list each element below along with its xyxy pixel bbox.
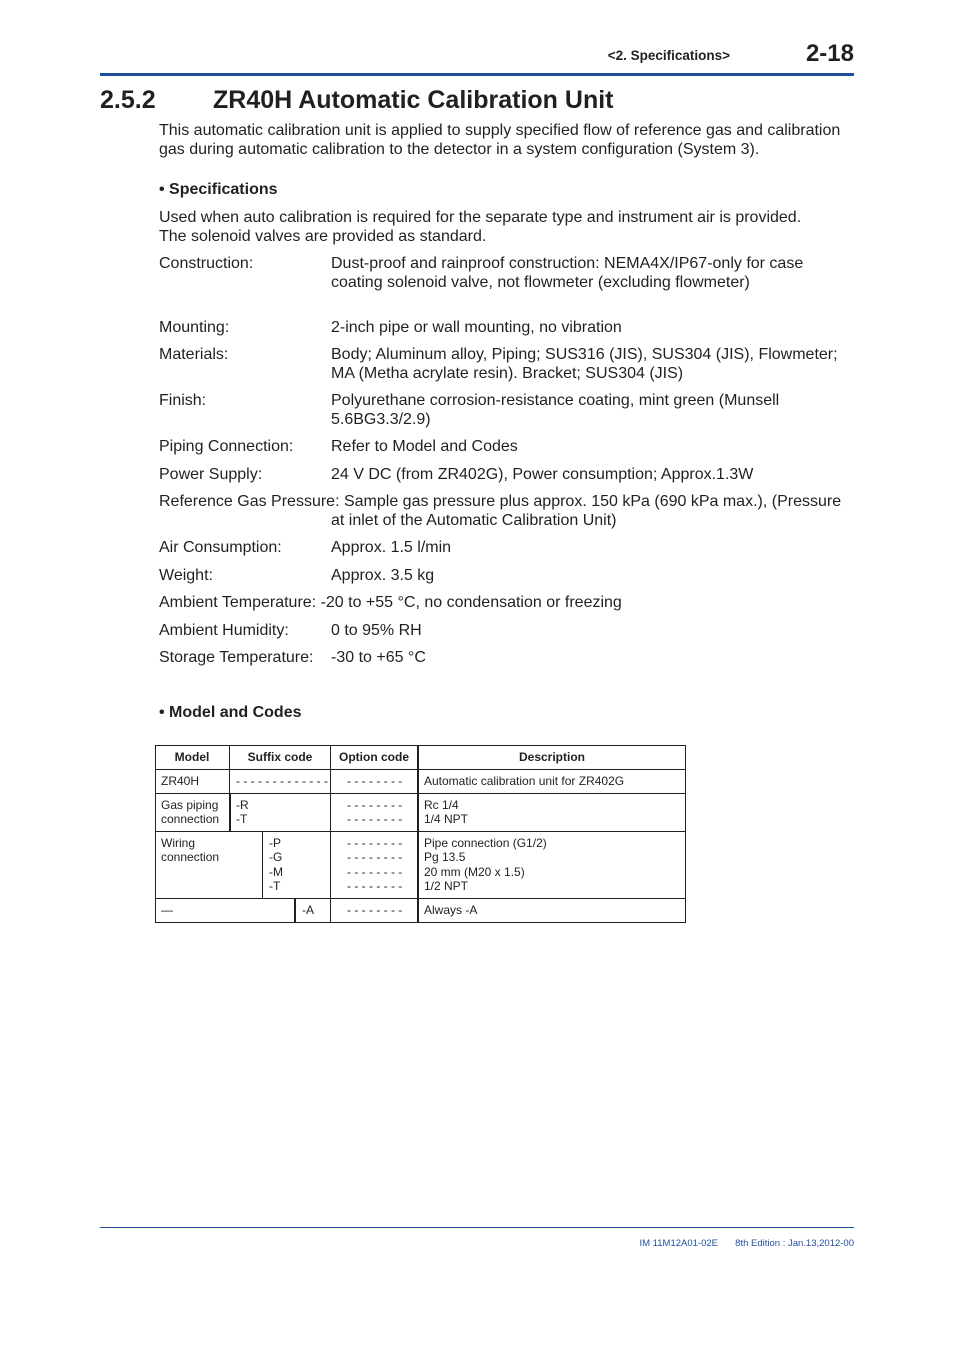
table-row-label: connection [161, 812, 220, 826]
spec-value-construction: Dust-proof and rainproof construction: NEMA4X/IP67-only for case coating solenoid valve, not flowmeter (excluding flowmeter) [331, 255, 804, 291]
table-cell-option: - - - - - - - - [347, 798, 403, 812]
table-row-label: Gas piping [161, 798, 219, 812]
table-cell-option: - - - - - - - - [347, 903, 403, 917]
table-cell-option: - - - - - - - - [347, 879, 403, 893]
table-cell-code: -T [269, 879, 281, 893]
spec-reference-gas-pressure: Reference Gas Pressure: Sample gas pressure plus approx. 150 kPa (690 kPa max.), (Pressure [159, 493, 842, 510]
table-cell-description: 1/2 NPT [424, 879, 469, 893]
table-cell-option: - - - - - - - - [347, 774, 403, 788]
footer-document-number: IM 11M12A01-02E [639, 1238, 718, 1249]
spec-value-materials: Body; Aluminum alloy, Piping; SUS316 (JIS), SUS304 (JIS), Flowmeter; MA (Metha acrylate resin). Bracket; SUS304 (JIS) [331, 346, 838, 382]
spec-value-power: 24 V DC (from ZR402G), Power consumption; Approx.1.3W [331, 466, 754, 483]
table-cell-description: Pg 13.5 [424, 850, 466, 864]
spec-label-air: Air Consumption: [159, 539, 282, 556]
table-cell-description: Pipe connection (G1/2) [424, 836, 547, 850]
spec-value-humidity: 0 to 95% RH [331, 622, 422, 639]
spec-value-storage: -30 to +65 °C [331, 649, 426, 666]
table-cell-model: ZR40H [161, 774, 200, 788]
spec-label-materials: Materials: [159, 346, 229, 363]
spec-label-humidity: Ambient Humidity: [159, 622, 289, 639]
spec-value-piping: Refer to Model and Codes [331, 438, 518, 455]
spec-label-piping: Piping Connection: [159, 438, 294, 455]
table-cell-code: -A [302, 903, 314, 917]
table-cell-description: 20 mm (M20 x 1.5) [424, 865, 525, 879]
table-cell-code: -G [269, 850, 283, 864]
spec-label-finish: Finish: [159, 392, 207, 409]
table-row-label: Wiring [161, 836, 196, 850]
spec-label-storage: Storage Temperature: [159, 649, 314, 666]
page-number: 2-18 [805, 40, 854, 67]
table-cell-code: -T [236, 812, 248, 826]
spec-reference-gas-pressure-cont: at inlet of the Automatic Calibration Unit) [331, 512, 617, 529]
column-header-option: Option code [339, 750, 409, 764]
specifications-heading: • Specifications [159, 181, 278, 198]
spec-ambient-temperature: Ambient Temperature: -20 to +55 °C, no condensation or freezing [159, 594, 622, 611]
spec-value-weight: Approx. 3.5 kg [331, 567, 435, 584]
specifications-intro: Used when auto calibration is required for the separate type and instrument air is provided. The solenoid valves are provided as standard. [159, 209, 802, 245]
model-codes-table [155, 745, 686, 923]
spec-value-mounting: 2-inch pipe or wall mounting, no vibration [331, 319, 622, 336]
table-cell-code: -R [236, 798, 249, 812]
intro-paragraph: This automatic calibration unit is applied to supply specified flow of reference gas and calibration gas during automatic calibration to the detector in a system configuration (System 3). [159, 122, 841, 158]
table-cell-description: 1/4 NPT [424, 812, 469, 826]
model-codes-heading: • Model and Codes [159, 704, 302, 721]
table-cell-option: - - - - - - - - [347, 850, 403, 864]
table-cell-description: Automatic calibration unit for ZR402G [424, 774, 625, 788]
table-cell-model: — [161, 903, 173, 917]
table-cell-description: Always -A [424, 903, 478, 917]
table-row-label: connection [161, 850, 220, 864]
table-cell-option: - - - - - - - - [347, 836, 403, 850]
header-chapter: <2. Specifications> [607, 48, 730, 63]
table-cell-option: - - - - - - - - [347, 812, 403, 826]
header-rule [100, 73, 854, 76]
table-cell-code: -P [269, 836, 281, 850]
column-header-model: Model [174, 750, 210, 764]
spec-label-mounting: Mounting: [159, 319, 230, 336]
spec-value-air: Approx. 1.5 l/min [331, 539, 452, 556]
column-header-description: Description [518, 750, 585, 764]
table-cell-description: Rc 1/4 [424, 798, 459, 812]
spec-label-power: Power Supply: [159, 466, 263, 483]
spec-label-construction: Construction: [159, 255, 254, 272]
footer-edition: 8th Edition : Jan.13,2012-00 [735, 1238, 854, 1249]
table-cell-code: -M [269, 865, 283, 879]
section-title: ZR40H Automatic Calibration Unit [213, 86, 614, 114]
spec-label-weight: Weight: [159, 567, 213, 584]
footer-rule [100, 1227, 854, 1228]
table-cell-suffix-dashes: - - - - - - - - - - - - - [236, 774, 328, 788]
spec-value-finish: Polyurethane corrosion-resistance coating, mint green (Munsell 5.6BG3.3/2.9) [331, 392, 780, 428]
column-header-suffix: Suffix code [247, 750, 313, 764]
section-number: 2.5.2 [100, 86, 156, 114]
table-cell-option: - - - - - - - - [347, 865, 403, 879]
